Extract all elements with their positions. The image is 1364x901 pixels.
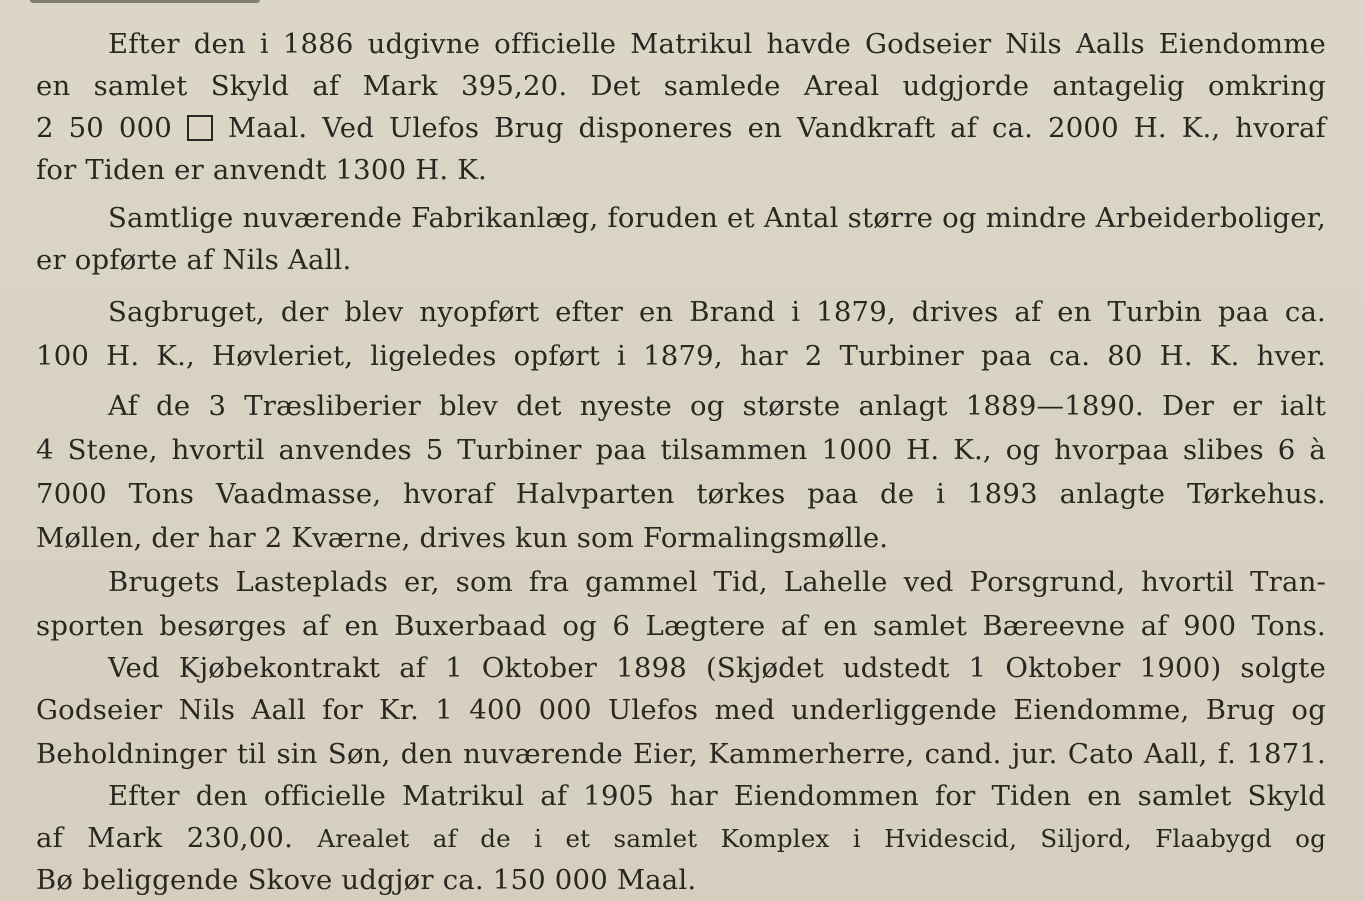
text-line: 7000 Tons Vaadmasse, hvoraf Halvparten tørkes paa de i 1893 anlagte Tørkehus. (36, 478, 1326, 510)
text-fragment: Maal. Ved Ulefos Brug disponeres en Vandkraft af ca. 2000 H. K., hvoraf (227, 112, 1327, 144)
text-line: 100 H. K., Høvleriet, ligeledes opført i 1879, har 2 Turbiner paa ca. 80 H. K. hver. (36, 340, 1326, 372)
text-line: Godseier Nils Aall for Kr. 1 400 000 Ulefos med underliggende Eiendomme, Brug og (36, 694, 1326, 726)
text-line: Sagbruget, der blev nyopført efter en Brand i 1879, drives af en Turbin paa ca. (108, 296, 1326, 328)
text-line: er opførte af Nils Aall. (36, 244, 352, 276)
square-symbol-icon (187, 115, 213, 141)
text-line: 4 Stene, hvortil anvendes 5 Turbiner paa tilsammen 1000 H. K., og hvorpaa slibes 6 à (36, 434, 1326, 466)
text-fragment-small: Arealet af de i et samlet Komplex i Hvidescid, Siljord, Flaabygd og (317, 824, 1326, 853)
previous-text-fragment (30, 0, 260, 3)
text-line: Møllen, der har 2 Kværne, drives kun som Formalingsmølle. (36, 522, 889, 554)
text-line: Bø beliggende Skove udgjør ca. 150 000 Maal. (36, 864, 697, 896)
text-line: Efter den officielle Matrikul af 1905 har Eiendommen for Tiden en samlet Skyld (108, 780, 1326, 812)
text-line (36, 818, 1326, 859)
text-line (36, 108, 1326, 148)
text-line: Ved Kjøbekontrakt af 1 Oktober 1898 (Skjødet udstedt 1 Oktober 1900) solgte (108, 652, 1326, 684)
text-line: for Tiden er anvendt 1300 H. K. (36, 154, 487, 186)
text-line: en samlet Skyld af Mark 395,20. Det samlede Areal udgjorde antagelig omkring (36, 70, 1326, 102)
text-fragment: 2 50 000 (36, 112, 172, 144)
text-line: sporten besørges af en Buxerbaad og 6 Lægtere af en samlet Bæreevne af 900 Tons. (36, 610, 1326, 642)
text-line: Af de 3 Træsliberier blev det nyeste og største anlagt 1889—1890. Der er ialt (108, 390, 1326, 422)
text-fragment: af Mark 230,00. (36, 822, 294, 854)
text-line: Brugets Lasteplads er, som fra gammel Tid, Lahelle ved Porsgrund, hvortil Tran- (108, 566, 1326, 598)
text-line: Beholdninger til sin Søn, den nuværende Eier, Kammerherre, cand. jur. Cato Aall, f. 1871. (36, 738, 1326, 770)
text-line: Efter den i 1886 udgivne officielle Matrikul havde Godseier Nils Aalls Eiendomme (108, 28, 1326, 60)
text-line: Samtlige nuværende Fabrikanlæg, foruden et Antal større og mindre Arbeiderboliger, (108, 202, 1326, 234)
